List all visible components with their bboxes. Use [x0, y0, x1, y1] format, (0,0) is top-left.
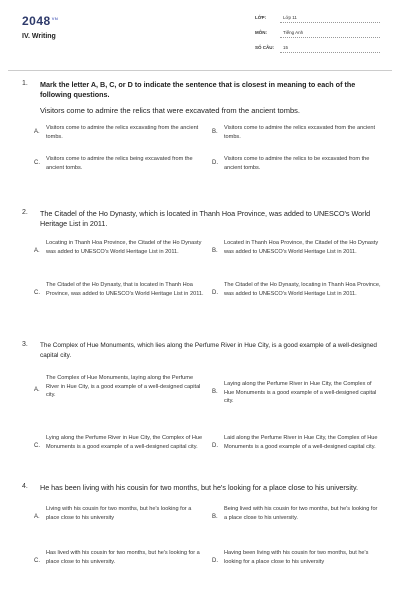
- option-a[interactable]: A. Locating in Thanh Hoa Province, the Citadel of the Ho Dynasty was added to UNESCO's World Heritage List in 2011.: [34, 240, 202, 255]
- option-b[interactable]: B. Laying along the Perfume River in Hue City, the Complex of Hue Monuments is a good example of a well-designed capital city.: [212, 381, 377, 404]
- question-instruction: Mark the letter A, B, C, or D to indicate the sentence that is closest in meaning to each of the following questions.: [40, 80, 356, 99]
- option-b[interactable]: B. Visitors come to admire the relics excavated from the ancient tombs.: [212, 125, 375, 140]
- question-number: 4.: [22, 483, 28, 490]
- question-stem: He has been living with his cousin for two months, but he's looking for a place close to his university.: [40, 483, 359, 492]
- question-1: [22, 80, 382, 190]
- logo: $2048^{VN}$: [22, 14, 59, 28]
- meta-subject: MÔN: Tiếng Anh: [255, 30, 304, 35]
- question-2: [22, 209, 382, 321]
- meta-count: SỐ CÂU: 15: [255, 45, 289, 50]
- option-b[interactable]: B. Being lived with his cousin for two months, but he's looking for a place close to his university.: [212, 506, 378, 521]
- page-header: [0, 0, 400, 68]
- option-a[interactable]: A. Visitors come to admire the relics excavating from the ancient tombs.: [34, 125, 199, 140]
- options: [34, 368, 386, 480]
- option-c[interactable]: C. The Citadel of the Ho Dynasty, that is located in Thanh Hoa Province, was added to UNESCO's World Heritage List in 2011.: [34, 282, 204, 297]
- options: [34, 501, 386, 585]
- options: [34, 124, 386, 190]
- divider: [280, 37, 380, 38]
- divider: [280, 22, 380, 23]
- option-c[interactable]: C. Lying along the Perfume River in Hue City, the Complex of Hue Monuments is a good example of a well-designed capital city.: [34, 435, 203, 450]
- option-b[interactable]: B. Located in Thanh Hoa Province, the Citadel of the Ho Dynasty was added to UNESCO's World Heritage List in 2011.: [212, 240, 379, 255]
- option-d[interactable]: D. The Citadel of the Ho Dynasty, locating in Thanh Hoa Province, was added to UNESCO's World Heritage List in 2011.: [212, 282, 381, 297]
- divider: [280, 52, 380, 53]
- meta-class: LỚP: Lớp 11: [255, 15, 297, 20]
- option-d[interactable]: D. Having been living with his cousin for two months, but he's looking for a place close to his university: [212, 550, 369, 565]
- question-stem: The Complex of Hue Monuments, which lies along the Perfume River in Hue City, is a good example of a well-designed capital city.: [40, 342, 377, 359]
- option-c[interactable]: C. Has lived with his cousin for two months, but he's looking for a place close to his university.: [34, 550, 200, 565]
- options: [34, 237, 386, 321]
- header-divider: [8, 70, 392, 71]
- question-number: 2.: [22, 209, 28, 216]
- question-stem: The Citadel of the Ho Dynasty, which is located in Thanh Hoa Province, was added to UNESCO's World Heritage List in 2011.: [40, 209, 371, 228]
- option-d[interactable]: D. Visitors come to admire the relics to be excavated from the ancient tombs.: [212, 156, 370, 171]
- section-title: IV. Writing: [22, 33, 56, 40]
- question-stem: Visitors come to admire the relics that were excavated from the ancient tombs.: [40, 106, 300, 115]
- question-number: 1.: [22, 80, 28, 87]
- option-d[interactable]: D. Laid along the Perfume River in Hue City, the Complex of Hue Monuments is a good example of a well-designed capital city.: [212, 435, 378, 450]
- option-a[interactable]: A. Living with his cousin for two months, but he's looking for a place close to his university: [34, 506, 192, 521]
- option-c[interactable]: C. Visitors come to admire the relics being excavated from the ancient tombs.: [34, 156, 193, 171]
- question-number: 3.: [22, 341, 28, 348]
- question-4: [22, 483, 382, 585]
- option-a[interactable]: A. The Complex of Hue Monuments, laying along the Perfume River in Hue City, is a good example of a well-designed capital city.: [34, 375, 201, 398]
- question-3: [22, 341, 382, 480]
